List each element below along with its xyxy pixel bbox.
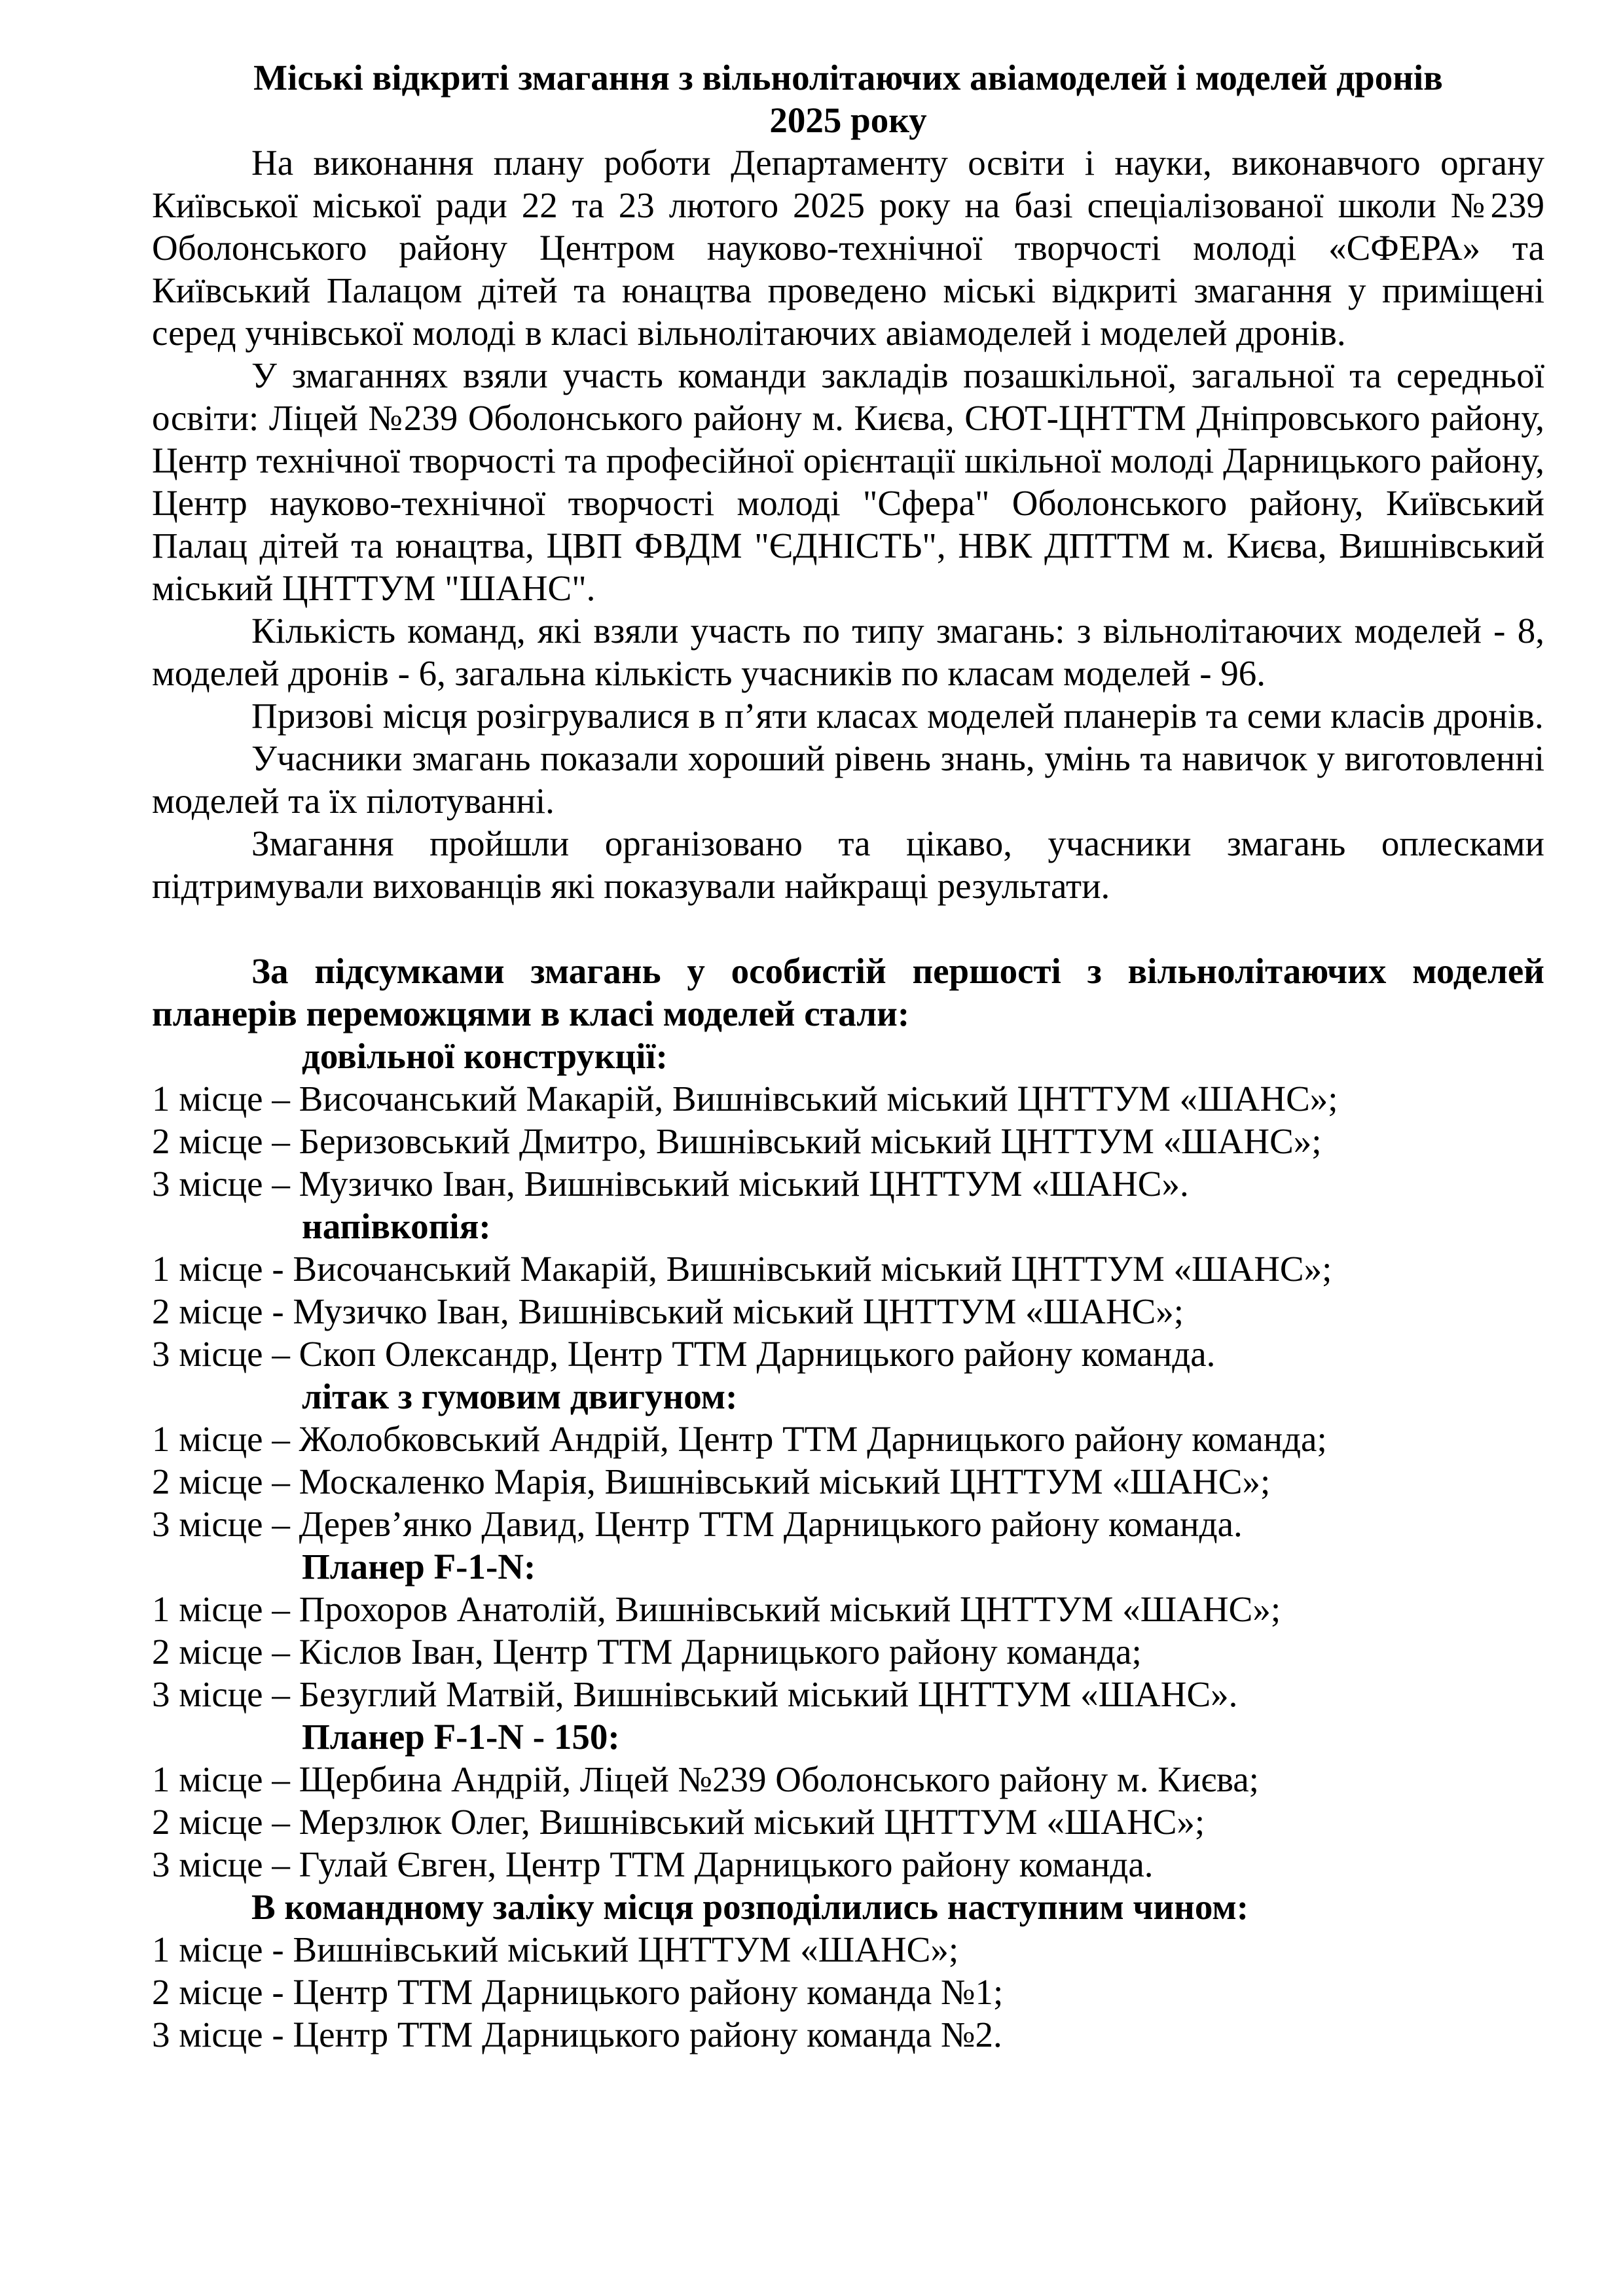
team-standings-heading: В командному заліку місця розподілились наступним чином:	[251, 1887, 1249, 1927]
class-section-semi-scale	[152, 1205, 1544, 1375]
title-line-1: Міські відкриті змагання з вільнолітаючих авіамоделей і моделей дронів	[253, 58, 1443, 98]
result-line: 2 місце – Мерзлюк Олег, Вишнівський міський ЦНТТУМ «ШАНС»;	[152, 1802, 1205, 1842]
result-line: 3 місце – Скоп Олександр, Центр ТТМ Дарницького району команда.	[152, 1334, 1216, 1374]
class-section-free-design	[152, 1035, 1544, 1205]
spacer	[152, 907, 1544, 950]
result-line: 1 місце – Щербина Андрій, Ліцей №239 Оболонського району м. Києва;	[152, 1759, 1259, 1799]
result-line: 1 місце – Височанський Макарій, Вишнівський міський ЦНТТУМ «ШАНС»;	[152, 1079, 1338, 1119]
title-line-2: 2025 року	[769, 100, 927, 140]
class-section-rubber-plane	[152, 1375, 1544, 1545]
result-line: 3 місце – Дерев’янко Давид, Центр ТТМ Дарницького району команда.	[152, 1504, 1243, 1544]
result-line: 3 місце - Центр ТТМ Дарницького району команда №2.	[152, 2015, 1002, 2054]
result-line: 3 місце – Музичко Іван, Вишнівський міський ЦНТТУМ «ШАНС».	[152, 1164, 1189, 1204]
class-section-glider-f1n-150	[152, 1715, 1544, 1886]
class-heading: довільної конструкції:	[302, 1036, 668, 1076]
result-line: 2 місце – Беризовський Дмитро, Вишнівський міський ЦНТТУМ «ШАНС»;	[152, 1121, 1322, 1161]
class-heading: Планер F-1-N:	[302, 1547, 536, 1587]
document-page	[152, 56, 1544, 2056]
result-line: 3 місце – Безуглий Матвій, Вишнівський міський ЦНТТУМ «ШАНС».	[152, 1674, 1238, 1714]
class-heading: літак з гумовим двигуном:	[302, 1376, 738, 1416]
result-line: 1 місце - Височанський Макарій, Вишнівський міський ЦНТТУМ «ШАНС»;	[152, 1249, 1332, 1289]
result-line: 1 місце – Прохоров Анатолій, Вишнівський міський ЦНТТУМ «ШАНС»;	[152, 1589, 1281, 1629]
paragraph-participants: У змаганнях взяли участь команди закладів позашкільної, загальної та середньої освіти: Ліцей №239 Оболонського району м. Києва, СЮТ-ЦНТТМ Дніпровського району, Центр технічної творчості та професійної орієнтації шкільної молоді Дарницького району, Центр науково-технічної творчості молоді "Сфера" Оболонського району, Київський Палац дітей та юнацтва, ЦВП ФВДМ "ЄДНІСТЬ", НВК ДПТТМ м. Києва, Вишнівський міський ЦНТТУМ "ШАНС".	[152, 355, 1544, 608]
paragraph-organization: Змагання пройшли організовано та цікаво, учасники змагань оплесками підтримували вихованців які показували найкращі результати.	[152, 823, 1544, 906]
result-line: 2 місце - Центр ТТМ Дарницького району команда №1;	[152, 1972, 1004, 2012]
paragraph-skills: Учасники змагань показали хороший рівень знань, умінь та навичок у виготовленні моделей та їх пілотуванні.	[152, 738, 1544, 821]
paragraph-prize-classes: Призові місця розігрувалися в п’яти класах моделей планерів та семи класів дронів.	[251, 696, 1544, 736]
result-line: 2 місце – Кіслов Іван, Центр ТТМ Дарницького району команда;	[152, 1632, 1142, 1672]
result-line: 1 місце - Вишнівський міський ЦНТТУМ «ШАНС»;	[152, 1929, 959, 1969]
class-heading: Планер F-1-N - 150:	[302, 1717, 620, 1757]
paragraph-team-count: Кількість команд, які взяли участь по типу змагань: з вільнолітаючих моделей - 8, моделей дронів - 6, загальна кількість учасників по класам моделей - 96.	[152, 611, 1544, 693]
team-standings-section	[152, 1886, 1544, 2056]
result-line: 2 місце – Москаленко Марія, Вишнівський міський ЦНТТУМ «ШАНС»;	[152, 1462, 1271, 1501]
result-line: 2 місце - Музичко Іван, Вишнівський міський ЦНТТУМ «ШАНС»;	[152, 1291, 1184, 1331]
result-line: 3 місце – Гулай Євген, Центр ТТМ Дарницького району команда.	[152, 1844, 1154, 1884]
paragraph-intro: На виконання плану роботи Департаменту освіти і науки, виконавчого органу Київської міської ради 22 та 23 лютого 2025 року на базі спеціалізованої школи №239 Оболонського району Центром науково-технічної творчості молоді «СФЕРА» та Київський Палацом дітей та юнацтва проведено міські відкриті змагання у приміщені серед учнівської молоді в класі вільнолітаючих авіамоделей і моделей дронів.	[152, 143, 1544, 353]
class-section-glider-f1n	[152, 1545, 1544, 1715]
class-heading: напівкопія:	[302, 1206, 491, 1246]
summary-heading: За підсумками змагань у особистій першості з вільнолітаючих моделей планерів переможцями в класі моделей стали:	[152, 951, 1544, 1033]
document-title	[152, 56, 1544, 141]
result-line: 1 місце – Жолобковський Андрій, Центр ТТМ Дарницького району команда;	[152, 1419, 1327, 1459]
